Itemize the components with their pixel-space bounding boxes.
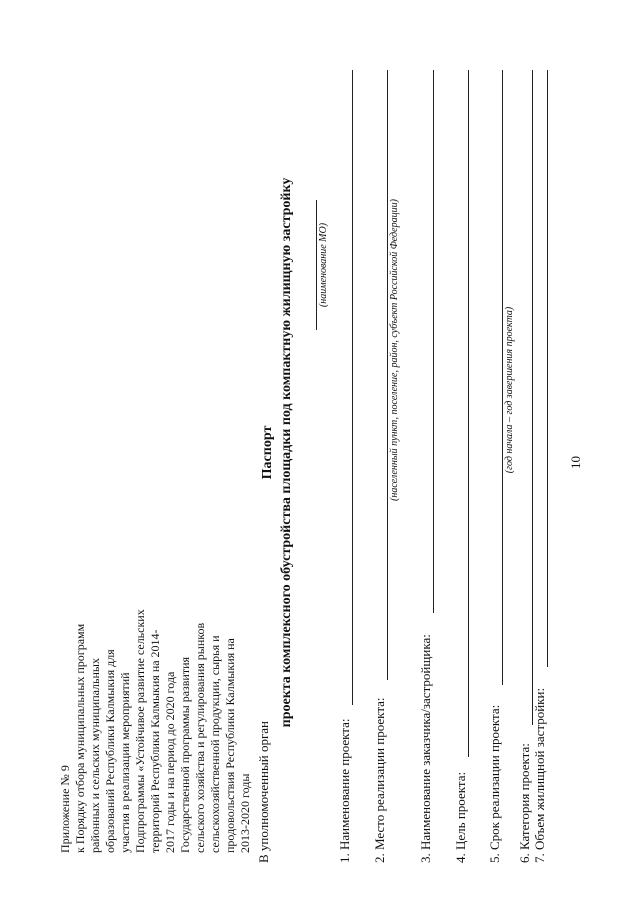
appendix-line: Государственной программы развития	[178, 656, 192, 853]
item-customer-label: 3. Наименование заказчика/застройщика:	[418, 634, 433, 863]
item-goal-label: 4. Цель проекта:	[453, 771, 468, 863]
appendix-line: 2017 годы и на период до 2020 года	[163, 671, 177, 853]
document-title: Паспорт	[260, 425, 275, 480]
appendix-line: образований Республики Калмыкия для	[103, 649, 117, 853]
appendix-line: к Порядку отбора муниципальных программ	[73, 623, 87, 853]
appendix-line: 2013-2020 годы	[238, 773, 252, 853]
item-location-line	[387, 70, 388, 680]
appendix-line: Приложение № 9	[58, 765, 72, 853]
item-term-hint: (год начала – год завершения проекта)	[504, 306, 515, 474]
page-number: 10	[568, 456, 583, 469]
item-project-name-label: 1. Наименование проекта:	[337, 718, 352, 863]
appendix-block	[58, 453, 253, 853]
appendix-line: Подпрограммы «Устойчивое развитие сельских	[133, 609, 147, 853]
item-project-name-line	[352, 70, 353, 705]
item-category-line	[532, 70, 533, 725]
recipient-organ: В уполномоченный орган	[256, 720, 271, 863]
document-subtitle: проекта комплексного обустройства площадки под компактную жилищную застройку	[279, 177, 294, 728]
item-location-label: 2. Место реализации проекта:	[372, 697, 387, 863]
item-category-label: 6. Категория проекта:	[517, 743, 532, 863]
item-volume-label: 7. Объем жилищной застройки:	[532, 687, 547, 863]
appendix-line: территорий Республики Калмыкия на 2014-	[148, 629, 162, 853]
mo-name-line	[316, 200, 317, 330]
appendix-line: продовольствия Республики Калмыкия на	[223, 638, 237, 853]
item-term-label: 5. Срок реализации проекта:	[487, 704, 502, 863]
appendix-line: сельскохозяйственной продукции, сырья и	[208, 635, 222, 853]
appendix-line: участия в реализации мероприятий	[118, 672, 132, 853]
item-goal-line	[468, 70, 469, 757]
item-term-line	[502, 70, 503, 685]
appendix-line: районных и сельских муниципальных	[88, 658, 102, 853]
item-location-hint: (населенный пункт, поселение, район, субъект Российской Федерации)	[389, 199, 400, 501]
mo-name-hint: (наименование МО)	[318, 222, 329, 308]
item-volume-line	[547, 70, 548, 667]
appendix-line: сельского хозяйства и регулирования рынков	[193, 622, 207, 853]
item-customer-line	[433, 70, 434, 613]
